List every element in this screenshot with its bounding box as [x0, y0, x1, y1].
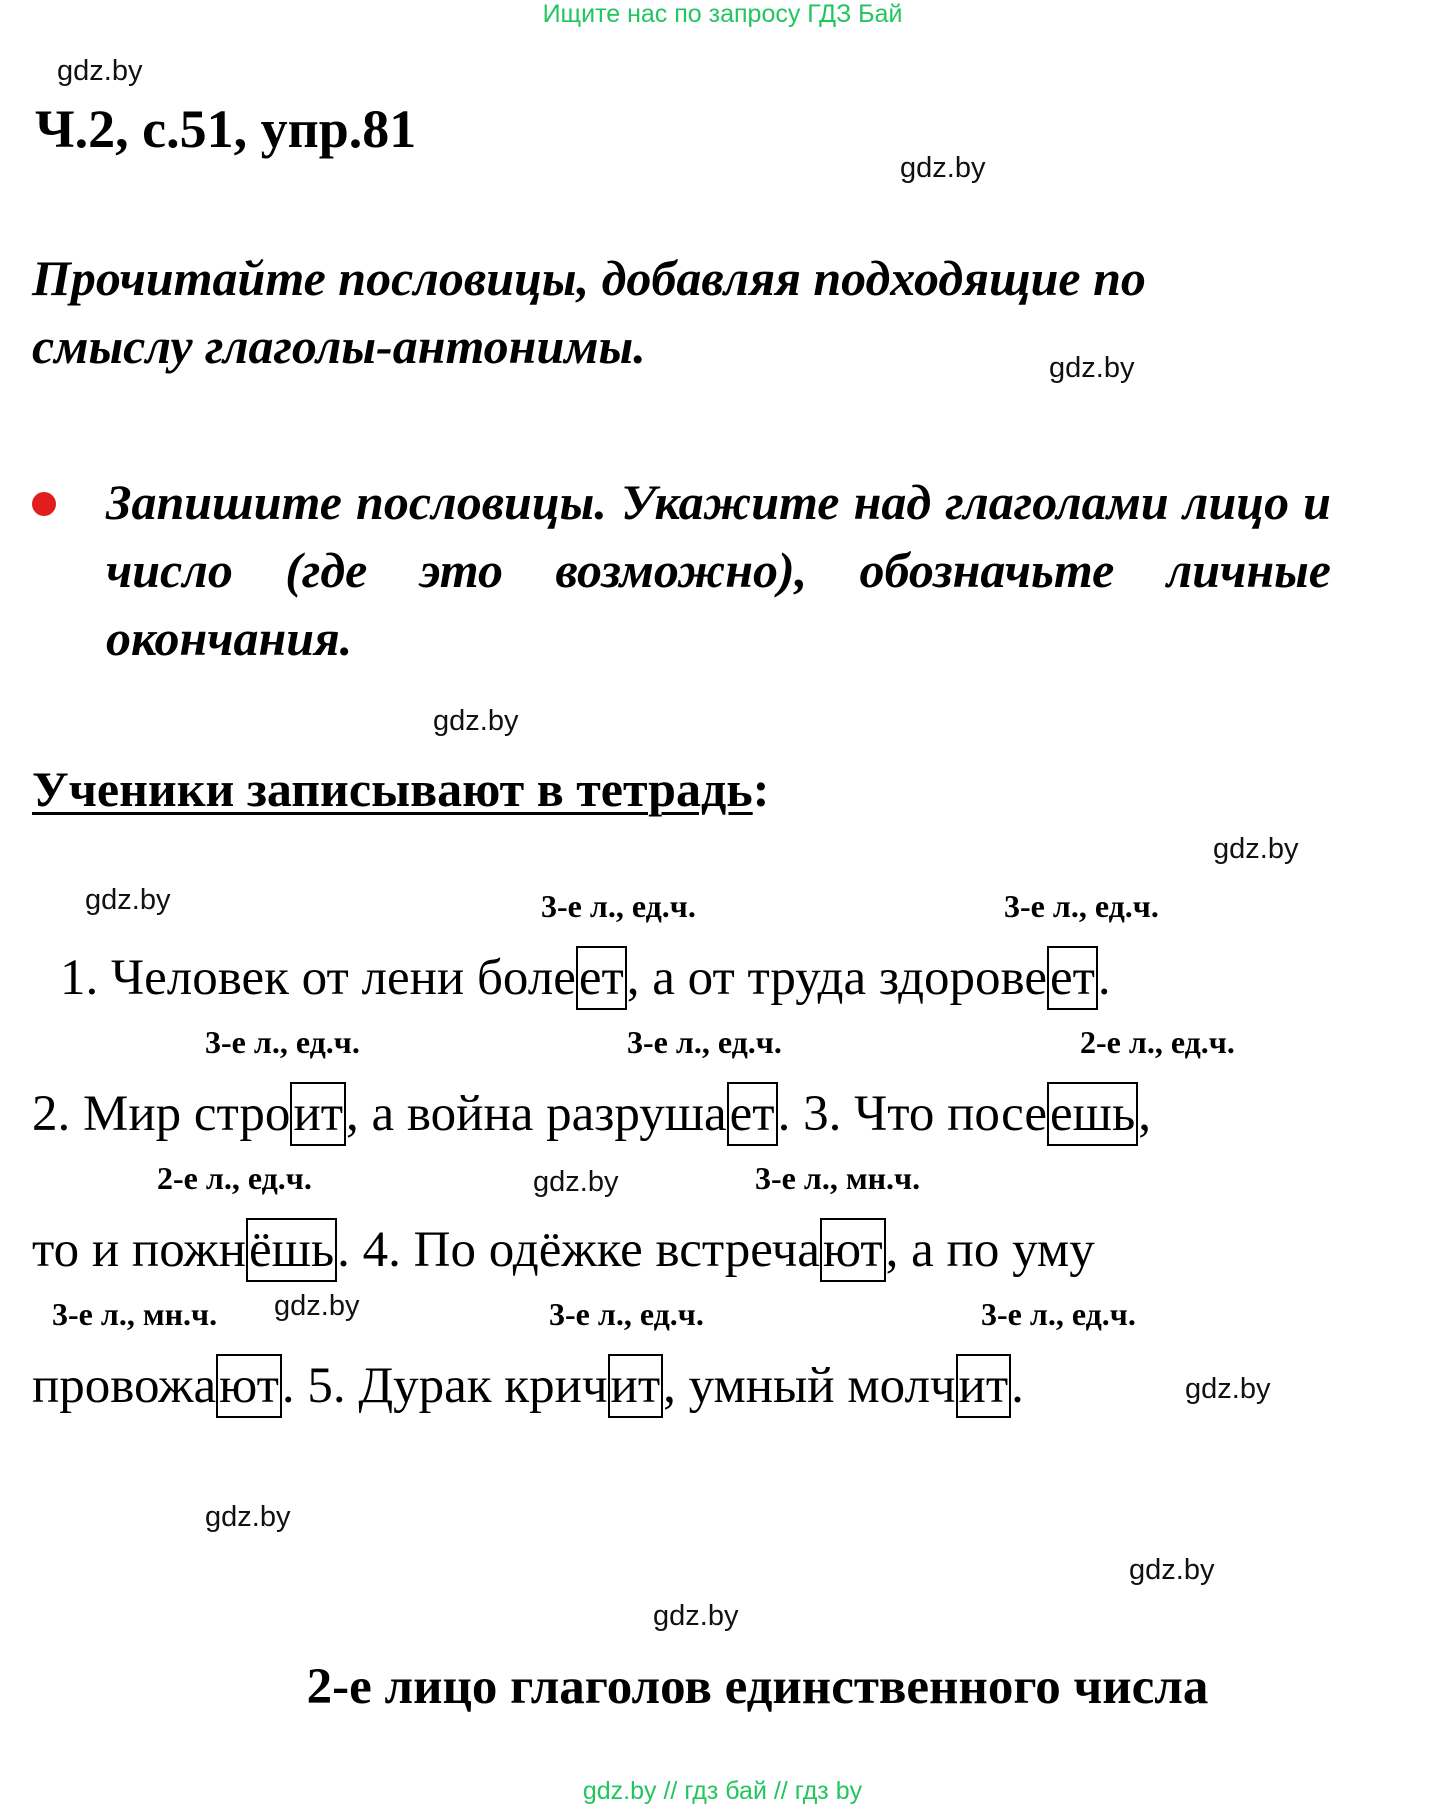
- ending-box: ет: [727, 1082, 778, 1146]
- watermark: gdz.by: [1129, 1554, 1215, 1586]
- proverb-text: , а по уму: [885, 1222, 1095, 1278]
- proverb-line: [32, 1218, 1095, 1282]
- watermark: gdz.by: [533, 1166, 619, 1198]
- verb-annotation: 3-е л., ед.ч.: [205, 1024, 360, 1060]
- proverb-line: [32, 1354, 1024, 1418]
- ending-box: ешь: [1047, 1082, 1138, 1146]
- task-line: Прочитайте пословицы, добавляя подходящие по: [32, 250, 1146, 306]
- verb-annotation: 3-е л., ед.ч.: [627, 1024, 782, 1060]
- task-line: смыслу глаголы-антонимы.: [32, 318, 646, 374]
- proverb-text: провожа: [32, 1358, 217, 1414]
- proverb-text: . 5. Дурак крич: [281, 1358, 608, 1414]
- verb-annotation: 3-е л., ед.ч.: [549, 1296, 704, 1332]
- proverb-text: .: [1097, 950, 1111, 1006]
- notebook-heading: [32, 760, 769, 818]
- ending-box: ет: [1047, 946, 1098, 1010]
- proverb-text: 1. Человек от лени боле: [60, 950, 576, 1006]
- proverb-text: , а война разруша: [346, 1086, 727, 1142]
- proverb-text: то и пожн: [32, 1222, 246, 1278]
- verb-annotation: 3-е л., ед.ч.: [541, 888, 696, 924]
- watermark: gdz.by: [653, 1600, 739, 1632]
- proverb-text: ,: [1138, 1086, 1151, 1142]
- proverb-line: [60, 946, 1111, 1010]
- ending-box: ют: [216, 1354, 282, 1418]
- proverb-text: .: [1011, 1358, 1024, 1414]
- ending-box: ёшь: [246, 1218, 337, 1282]
- bullet-dot: [32, 492, 56, 516]
- proverb-text: , умный молч: [663, 1358, 956, 1414]
- bullet-text: Запишите пословицы. Укажите над глаголами лицо и число (где это возможно), обозначьте личные окончания.: [106, 474, 1331, 666]
- ending-box: ет: [576, 946, 627, 1010]
- verb-annotation: 3-е л., ед.ч.: [981, 1296, 1136, 1332]
- proverb-text: , а от труда здорове: [626, 950, 1047, 1006]
- watermark: gdz.by: [85, 884, 171, 916]
- verb-annotation: 2-е л., ед.ч.: [1080, 1024, 1235, 1060]
- watermark: gdz.by: [1049, 352, 1135, 384]
- proverb-text: . 4. По одёжке встреча: [337, 1222, 820, 1278]
- verb-annotation: 3-е л., ед.ч.: [1004, 888, 1159, 924]
- watermark: gdz.by: [205, 1501, 291, 1533]
- watermark: gdz.by: [1185, 1373, 1271, 1405]
- watermark: gdz.by: [900, 152, 986, 184]
- watermark: gdz.by: [57, 55, 143, 87]
- ending-box: ит: [290, 1082, 346, 1146]
- watermark: gdz.by: [274, 1290, 360, 1322]
- proverb-line: [32, 1082, 1151, 1146]
- ending-box: ит: [608, 1354, 664, 1418]
- watermark: gdz.by: [433, 705, 519, 737]
- verb-annotation: 2-е л., ед.ч.: [157, 1160, 312, 1196]
- top-banner: Ищите нас по запросу ГДЗ Бай: [542, 0, 903, 28]
- page-title: Ч.2, с.51, упр.81: [35, 99, 417, 159]
- notebook-heading-text: Ученики записывают в тетрадь: [32, 761, 753, 817]
- watermark: gdz.by: [1213, 833, 1299, 865]
- footer-links: gdz.by // гдз бай // гдз by: [582, 1777, 863, 1805]
- verb-annotation: 3-е л., мн.ч.: [52, 1296, 218, 1332]
- verb-annotation: 3-е л., мн.ч.: [755, 1160, 921, 1196]
- proverb-text: 2. Мир стро: [32, 1086, 291, 1142]
- proverb-text: . 3. Что посе: [777, 1086, 1048, 1142]
- notebook-heading-colon: :: [752, 761, 770, 817]
- ending-box: ит: [956, 1354, 1012, 1418]
- section-subtitle: 2-е лицо глаголов единственного числа: [306, 1659, 1209, 1715]
- ending-box: ют: [820, 1218, 886, 1282]
